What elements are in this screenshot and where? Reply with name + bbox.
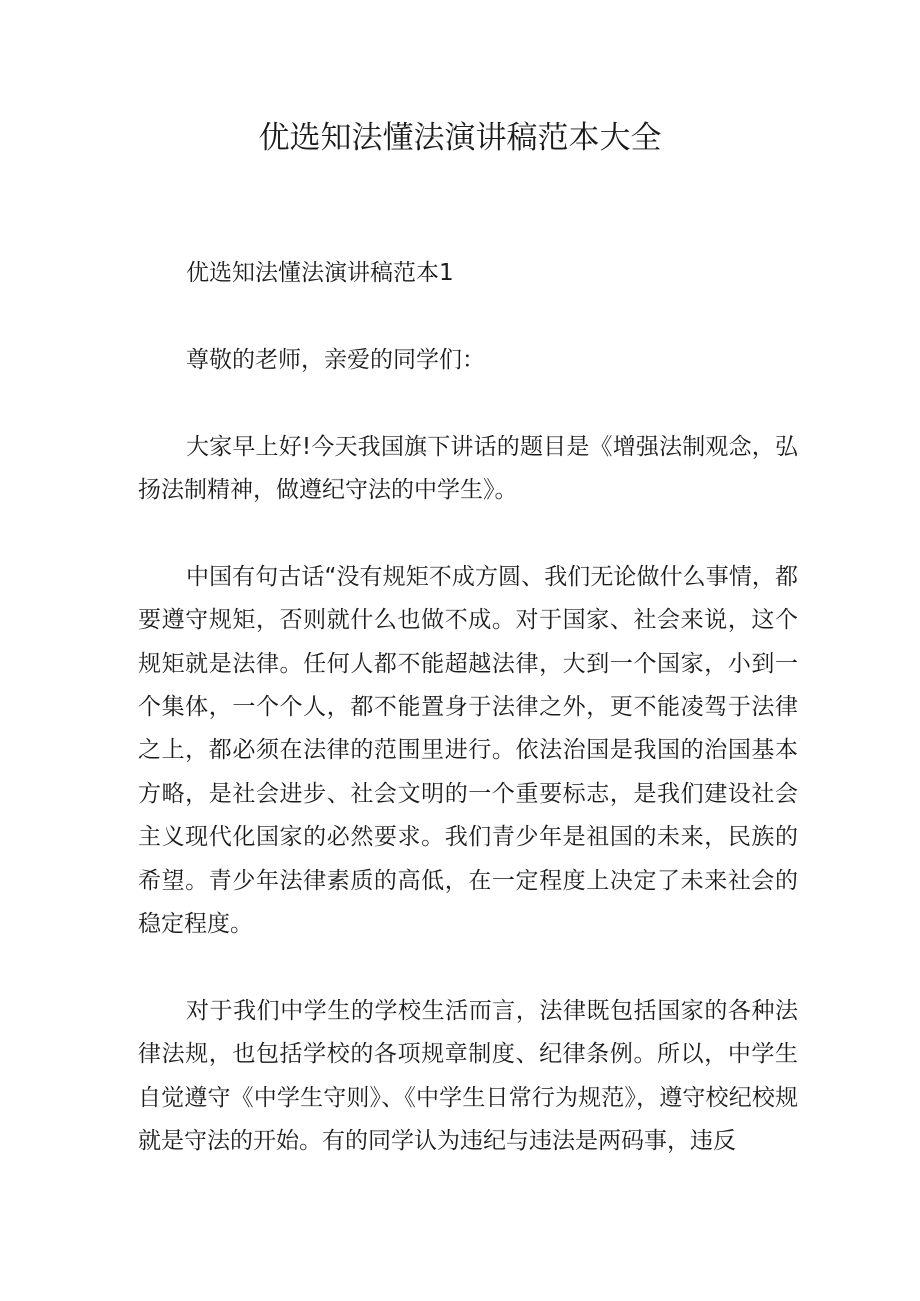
- document-body: [138, 252, 798, 1207]
- paragraph: 对于我们中学生的学校生活而言，法律既包括国家的各种法律法规，也包括学校的各项规章制度、纪律条例。所以，中学生自觉遵守《中学生守则》、《中学生日常行为规范》，遵守校纪校规就是守法的开始。有的同学认为违纪与违法是两码事，违反: [138, 997, 798, 1155]
- salutation: 尊敬的老师，亲爱的同学们：: [186, 346, 485, 373]
- paragraph: 中国有句古话“没有规矩不成方圆、我们无论做什么事情，都要遵守规矩，否则就什么也做不成。对于国家、社会来说，这个规矩就是法律。任何人都不能超越法律，大到一个国家，小到一个集体，一个个人，都不能置身于法律之外，更不能凌驾于法律之上，都必须在法律的范围里进行。依法治国是我国的治国基本方略，是社会进步、社会文明的一个重要标志，是我们建设社会主义现代化国家的必然要求。我们青少年是祖国的未来，民族的希望。青少年法律素质的高低，在一定程度上决定了未来社会的稳定程度。: [138, 563, 798, 938]
- paragraph: 大家早上好!今天我国旗下讲话的题目是《增强法制观念，弘扬法制精神，做遵纪守法的中学生》。: [138, 433, 798, 503]
- section-heading: 优选知法懂法演讲稿范本1: [186, 260, 454, 286]
- document-title: 优选知法懂法演讲稿范本大全: [258, 120, 662, 156]
